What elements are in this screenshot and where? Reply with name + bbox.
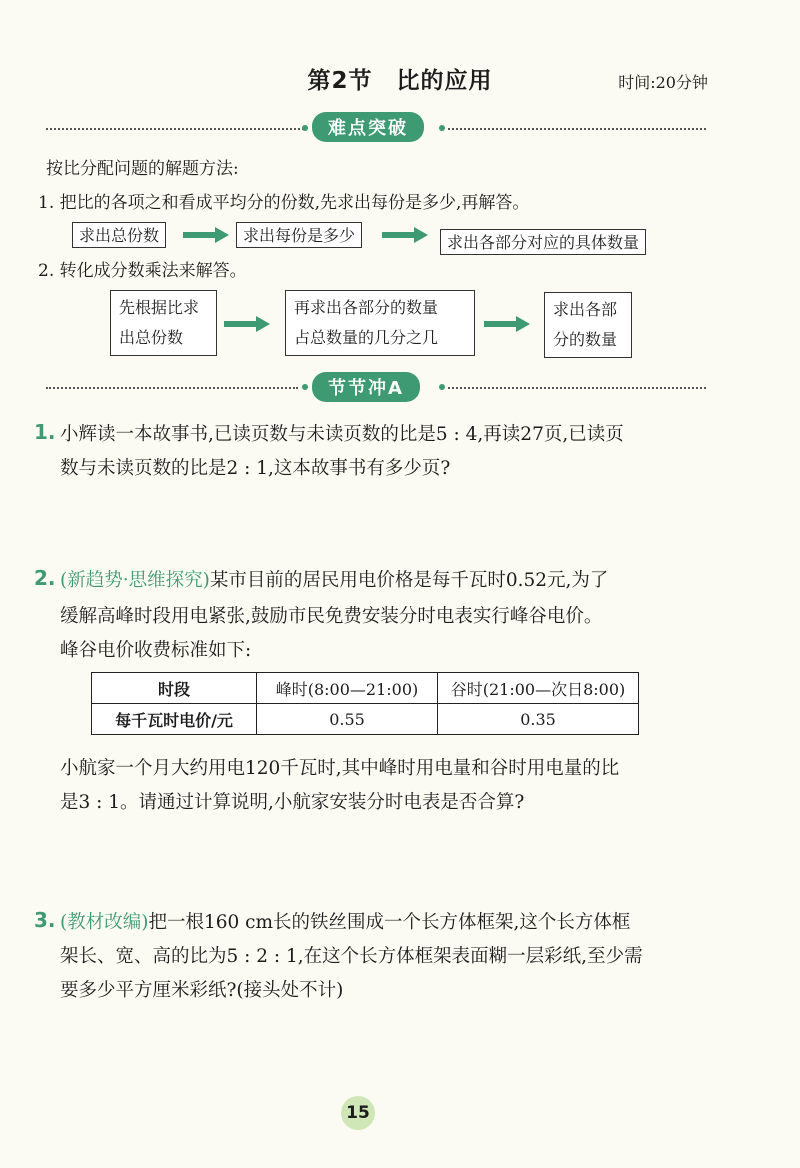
table-cell: 每千瓦时电价/元 <box>92 704 257 735</box>
method-1: 1. 把比的各项之和看成平均分的份数,先求出每份是多少,再解答。 <box>38 193 530 213</box>
question-2-line3: 峰谷电价收费标准如下: <box>60 640 252 661</box>
arrow-right-icon <box>484 316 530 332</box>
table-cell: 0.55 <box>257 704 438 735</box>
flow2-step1-line2: 出总份数 <box>119 328 184 347</box>
section-divider-right <box>448 128 706 130</box>
arrow-right-icon <box>224 316 270 332</box>
flow2-step2-line2: 占总数量的几分之几 <box>294 328 439 347</box>
question-2-line2: 缓解高峰时段用电紧张,鼓励市民免费安装分时电表实行峰谷电价。 <box>60 606 603 627</box>
question-2-line4: 小航家一个月大约用电120千瓦时,其中峰时用电量和谷时用电量的比 <box>60 758 620 779</box>
method-2: 2. 转化成分数乘法来解答。 <box>38 261 247 281</box>
flow1-step3: 求出各部分对应的具体数量 <box>440 229 646 255</box>
divider-dot <box>302 384 308 390</box>
flow1-step1: 求出总份数 <box>72 222 166 248</box>
question-1-line1: 小辉读一本故事书,已读页数与未读页数的比是5 : 4,再读27页,已读页 <box>60 424 624 445</box>
section-label-practice: 节节冲A <box>312 372 420 402</box>
flow2-step2 <box>285 290 475 356</box>
divider-dot <box>302 125 308 131</box>
question-3-text1: 把一根160 cm长的铁丝围成一个长方体框架,这个长方体框 <box>148 912 631 933</box>
question-3-line3: 要多少平方厘米彩纸?(接头处不计) <box>60 980 344 1001</box>
divider-dot <box>439 125 445 131</box>
table-cell: 0.35 <box>438 704 639 735</box>
question-1-line2: 数与未读页数的比是2 : 1,这本故事书有多少页? <box>60 458 451 479</box>
section-divider-left <box>46 128 304 130</box>
flow1-step2: 求出每份是多少 <box>236 222 362 248</box>
question-3-line2: 架长、宽、高的比为5 : 2 : 1,在这个长方体框架表面糊一层彩纸,至少需 <box>60 946 643 967</box>
question-2-text1: 某市目前的居民用电价格是每千瓦时0.52元,为了 <box>209 570 609 591</box>
method-intro: 按比分配问题的解题方法: <box>46 159 239 179</box>
table-row <box>92 704 639 735</box>
table-header-cell: 峰时(8:00—21:00) <box>257 673 438 704</box>
section-label-difficulty: 难点突破 <box>312 112 424 142</box>
question-1-number: 1. <box>34 420 56 444</box>
question-3-number: 3. <box>34 908 56 932</box>
table-header-cell: 时段 <box>92 673 257 704</box>
page-title: 第2节 比的应用 <box>307 68 493 94</box>
electricity-price-table <box>91 672 639 735</box>
flow2-step1 <box>110 290 217 356</box>
section-divider-right <box>448 387 706 389</box>
time-limit: 时间:20分钟 <box>618 73 708 92</box>
section-divider-left <box>46 387 298 389</box>
flow2-step3-line2: 分的数量 <box>553 330 618 349</box>
arrow-right-icon <box>183 227 229 243</box>
question-2-line5: 是3 : 1。请通过计算说明,小航家安装分时电表是否合算? <box>60 792 525 813</box>
flow2-step1-line1: 先根据比求 <box>119 298 200 317</box>
page-number: 15 <box>341 1096 375 1130</box>
flow2-step3-line1: 求出各部 <box>553 300 618 319</box>
question-3-line1 <box>60 906 630 940</box>
table-header-cell: 谷时(21:00—次日8:00) <box>438 673 639 704</box>
question-2-number: 2. <box>34 566 56 590</box>
question-2-line1 <box>60 564 608 598</box>
divider-dot <box>439 384 445 390</box>
flow2-step2-line1: 再求出各部分的数量 <box>294 298 439 317</box>
question-3-tag: (教材改编) <box>60 912 149 933</box>
question-2-tag: (新趋势·思维探究) <box>60 570 210 591</box>
arrow-right-icon <box>382 227 428 243</box>
table-header-row <box>92 673 639 704</box>
flow2-step3 <box>544 292 632 358</box>
